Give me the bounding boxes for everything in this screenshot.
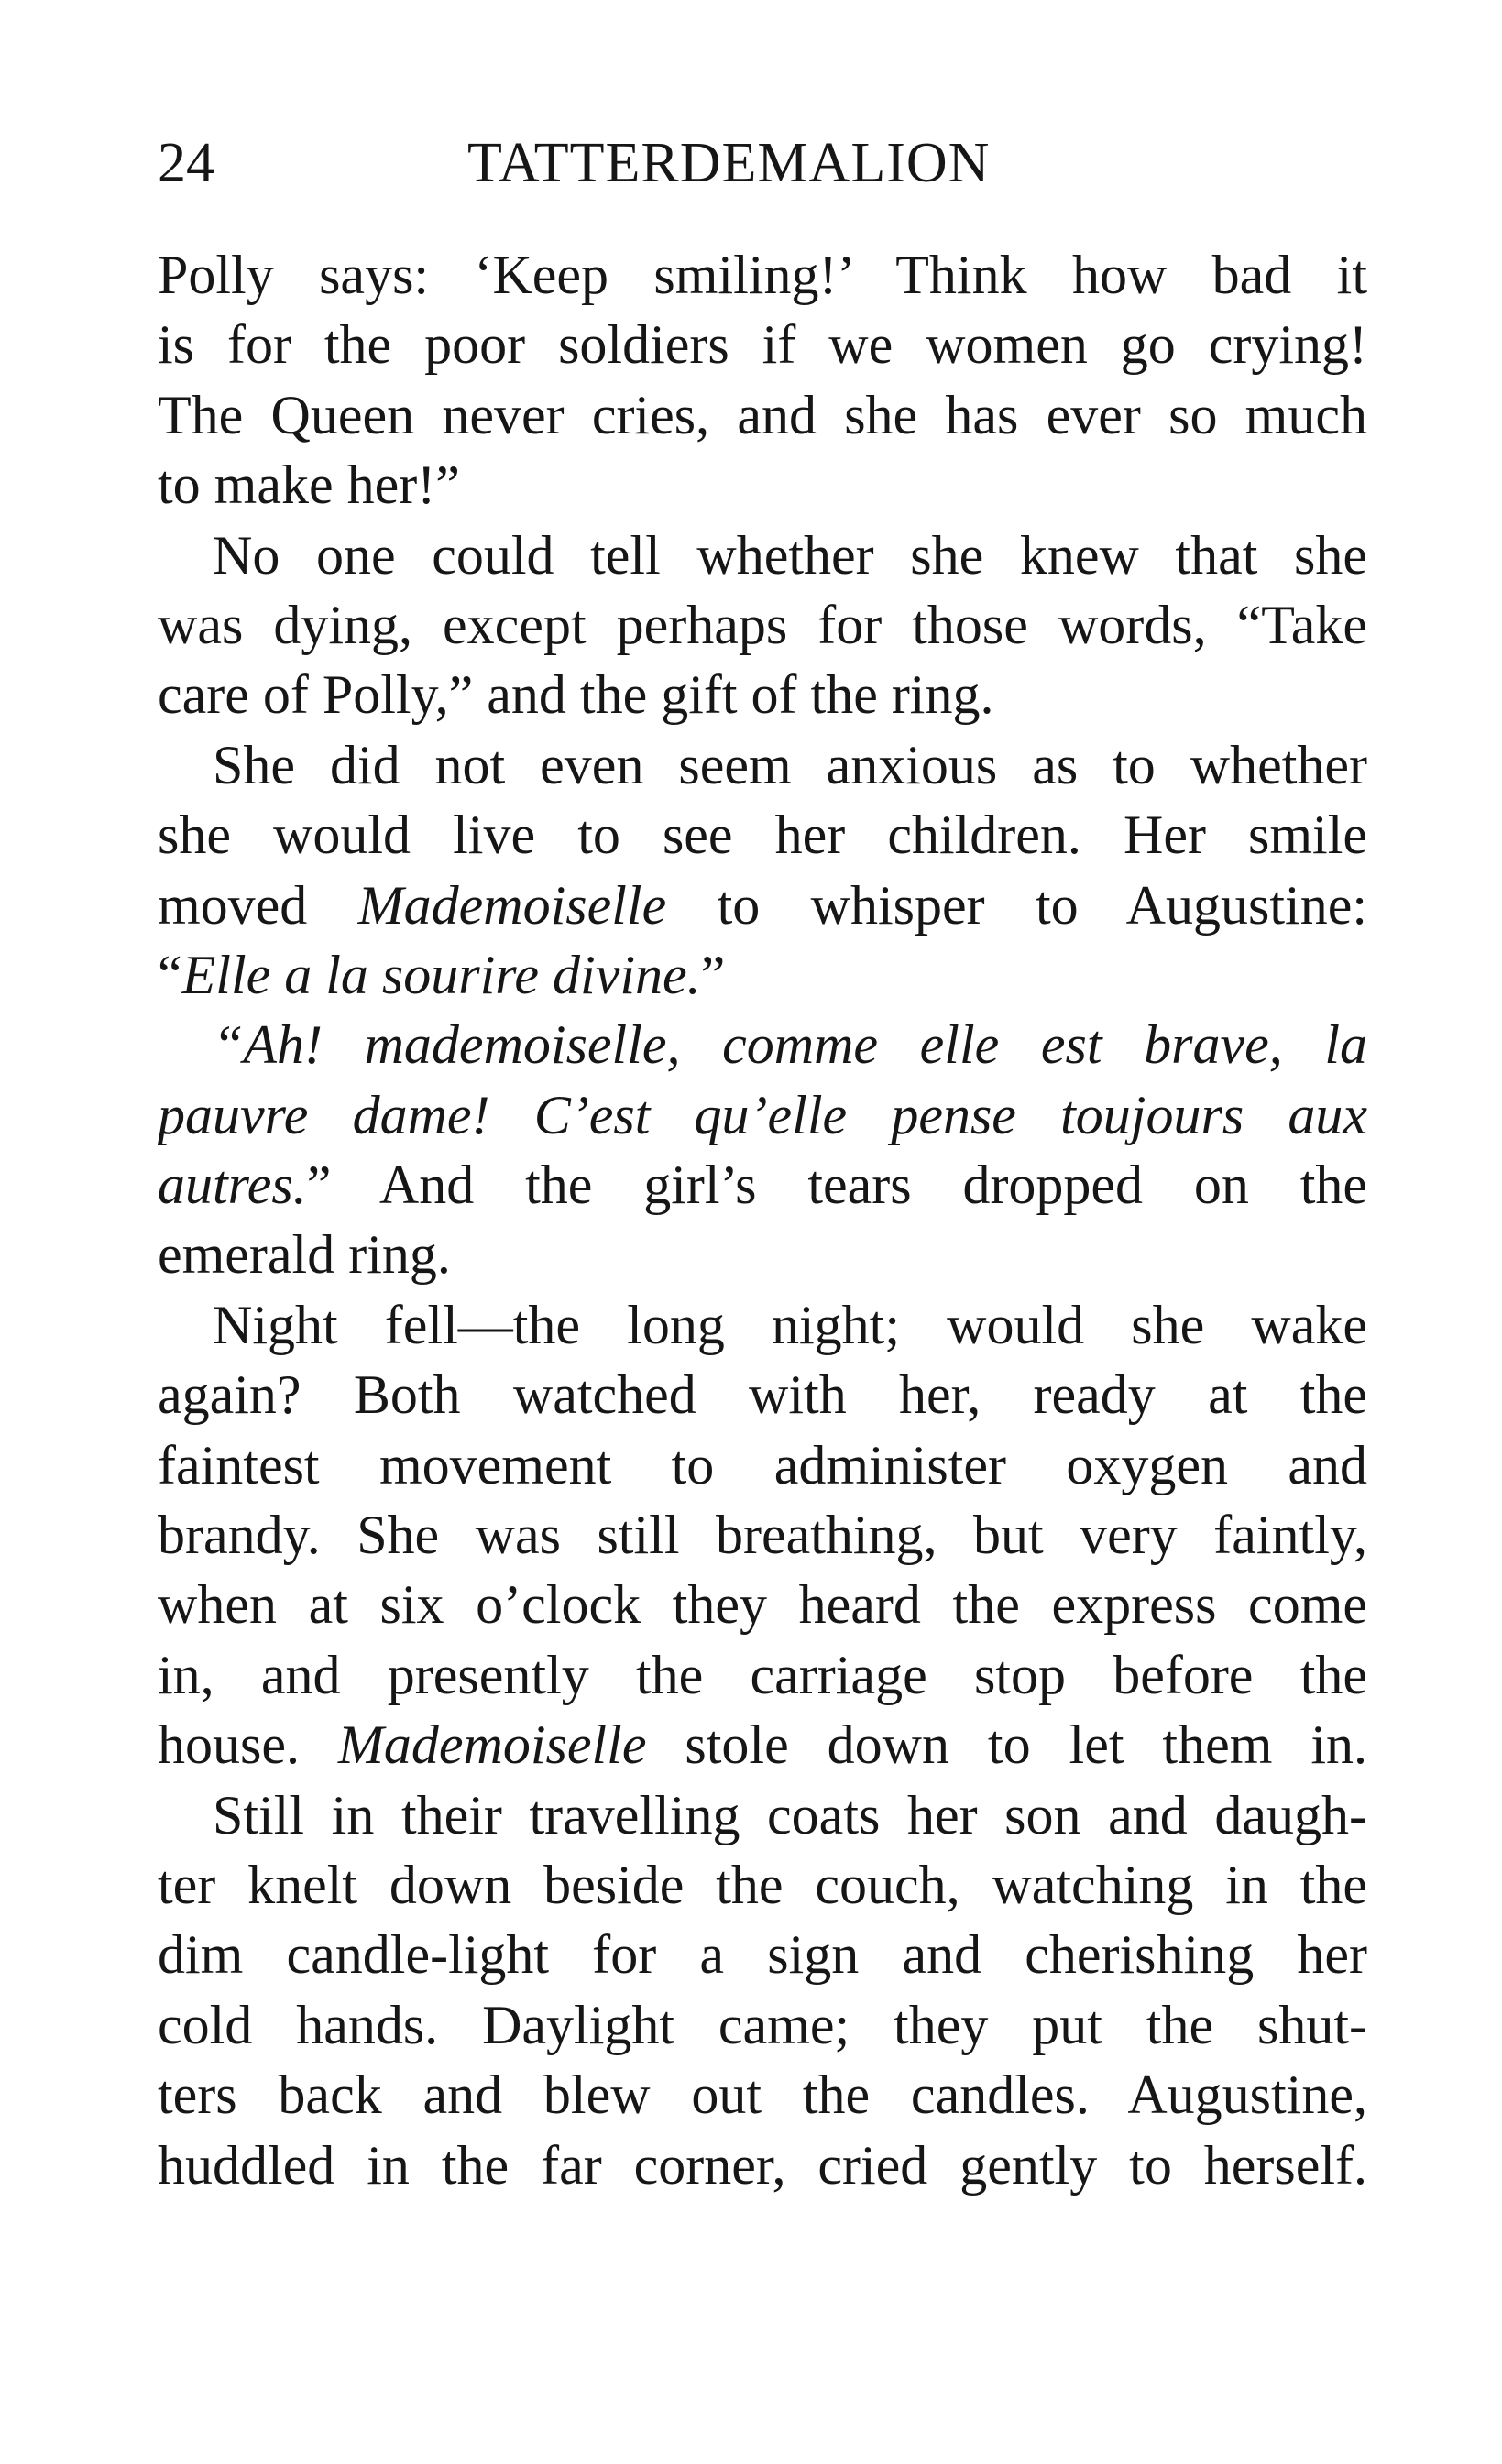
text-line (158, 1500, 1367, 1570)
text-line (158, 1010, 1367, 1079)
body-text (158, 240, 1367, 2200)
text-run: stole down to let them in. (646, 1714, 1367, 1776)
text-run: is for the poor soldiers if we women go crying! (158, 314, 1367, 376)
text-run: dim candle-light for a sign and cherishing her (158, 1924, 1367, 1986)
text-line (158, 940, 1367, 1010)
text-line (158, 1080, 1367, 1150)
text-run: ” (700, 944, 726, 1005)
text-run: faintest movement to administer oxygen and (158, 1434, 1367, 1495)
text-line (158, 871, 1367, 940)
text-run: moved (158, 874, 358, 936)
text-run: No one could tell whether she knew that she (213, 524, 1367, 586)
text-line (158, 1150, 1367, 1220)
italic-text: autres. (158, 1155, 307, 1216)
text-run: when at six o’clock they heard the express come (158, 1574, 1367, 1636)
text-line (158, 730, 1367, 800)
text-line (158, 310, 1367, 379)
text-run: in, and presently the carriage stop before the (158, 1644, 1367, 1705)
running-title: TATTERDEMALION (467, 132, 991, 194)
text-run: ters back and blew out the candles. Augustine, (158, 2064, 1367, 2126)
text-line (158, 1780, 1367, 1850)
text-run: emerald ring. (158, 1224, 451, 1286)
text-run: to whisper to Augustine: (666, 874, 1367, 936)
text-run: cold hands. Daylight came; they put the shut- (158, 1994, 1367, 2055)
text-line (158, 1920, 1367, 1989)
text-run: huddled in the far corner, cried gently to herself. (158, 2134, 1367, 2196)
text-run: she would live to see her children. Her smile (158, 805, 1367, 866)
italic-text: “Ah! mademoiselle, comme elle est brave, la (213, 1014, 1367, 1076)
text-line (158, 240, 1367, 310)
text-run: was dying, except perhaps for those words, “Take (158, 594, 1367, 655)
text-run: The Queen never cries, and she has ever so much (158, 384, 1367, 445)
text-run: Still in their travelling coats her son and daugh- (213, 1784, 1367, 1845)
text-line (158, 380, 1367, 450)
text-line (158, 2060, 1367, 2130)
text-line (158, 1710, 1367, 1780)
text-line (158, 1360, 1367, 1429)
italic-text: pauvre dame! C’est qu’elle pense toujours aux (158, 1084, 1367, 1145)
italic-text: Mademoiselle (357, 874, 667, 936)
text-line (158, 1990, 1367, 2060)
text-run: care of Polly,” and the gift of the ring. (158, 664, 994, 726)
text-line (158, 450, 1367, 520)
italic-text: Elle a la sourire divine. (181, 944, 701, 1005)
text-line (158, 520, 1367, 590)
text-run: brandy. She was still breathing, but very faintly, (158, 1505, 1367, 1566)
text-run: house. (158, 1714, 338, 1776)
text-run: ” And the girl’s tears dropped on the (306, 1155, 1367, 1216)
page-header (158, 126, 1367, 200)
text-line (158, 1220, 1367, 1289)
text-run: “ (158, 944, 182, 1005)
text-line (158, 660, 1367, 729)
text-line (158, 1430, 1367, 1500)
text-run: ter knelt down beside the couch, watching in the (158, 1854, 1367, 1915)
text-run: She did not even seem anxious as to whether (213, 734, 1367, 795)
text-line (158, 2130, 1367, 2200)
text-line (158, 800, 1367, 870)
text-line (158, 1850, 1367, 1920)
text-line (158, 1640, 1367, 1710)
text-run: again? Both watched with her, ready at the (158, 1364, 1367, 1426)
text-run: Polly says: ‘Keep smiling!’ Think how bad it (158, 245, 1367, 305)
italic-text: Mademoiselle (337, 1714, 647, 1776)
text-line (158, 1290, 1367, 1360)
text-line (158, 590, 1367, 660)
text-run: Night fell—the long night; would she wake (213, 1294, 1367, 1355)
text-run: to make her!” (158, 454, 460, 516)
page-number: 24 (158, 132, 214, 194)
text-line (158, 1570, 1367, 1639)
